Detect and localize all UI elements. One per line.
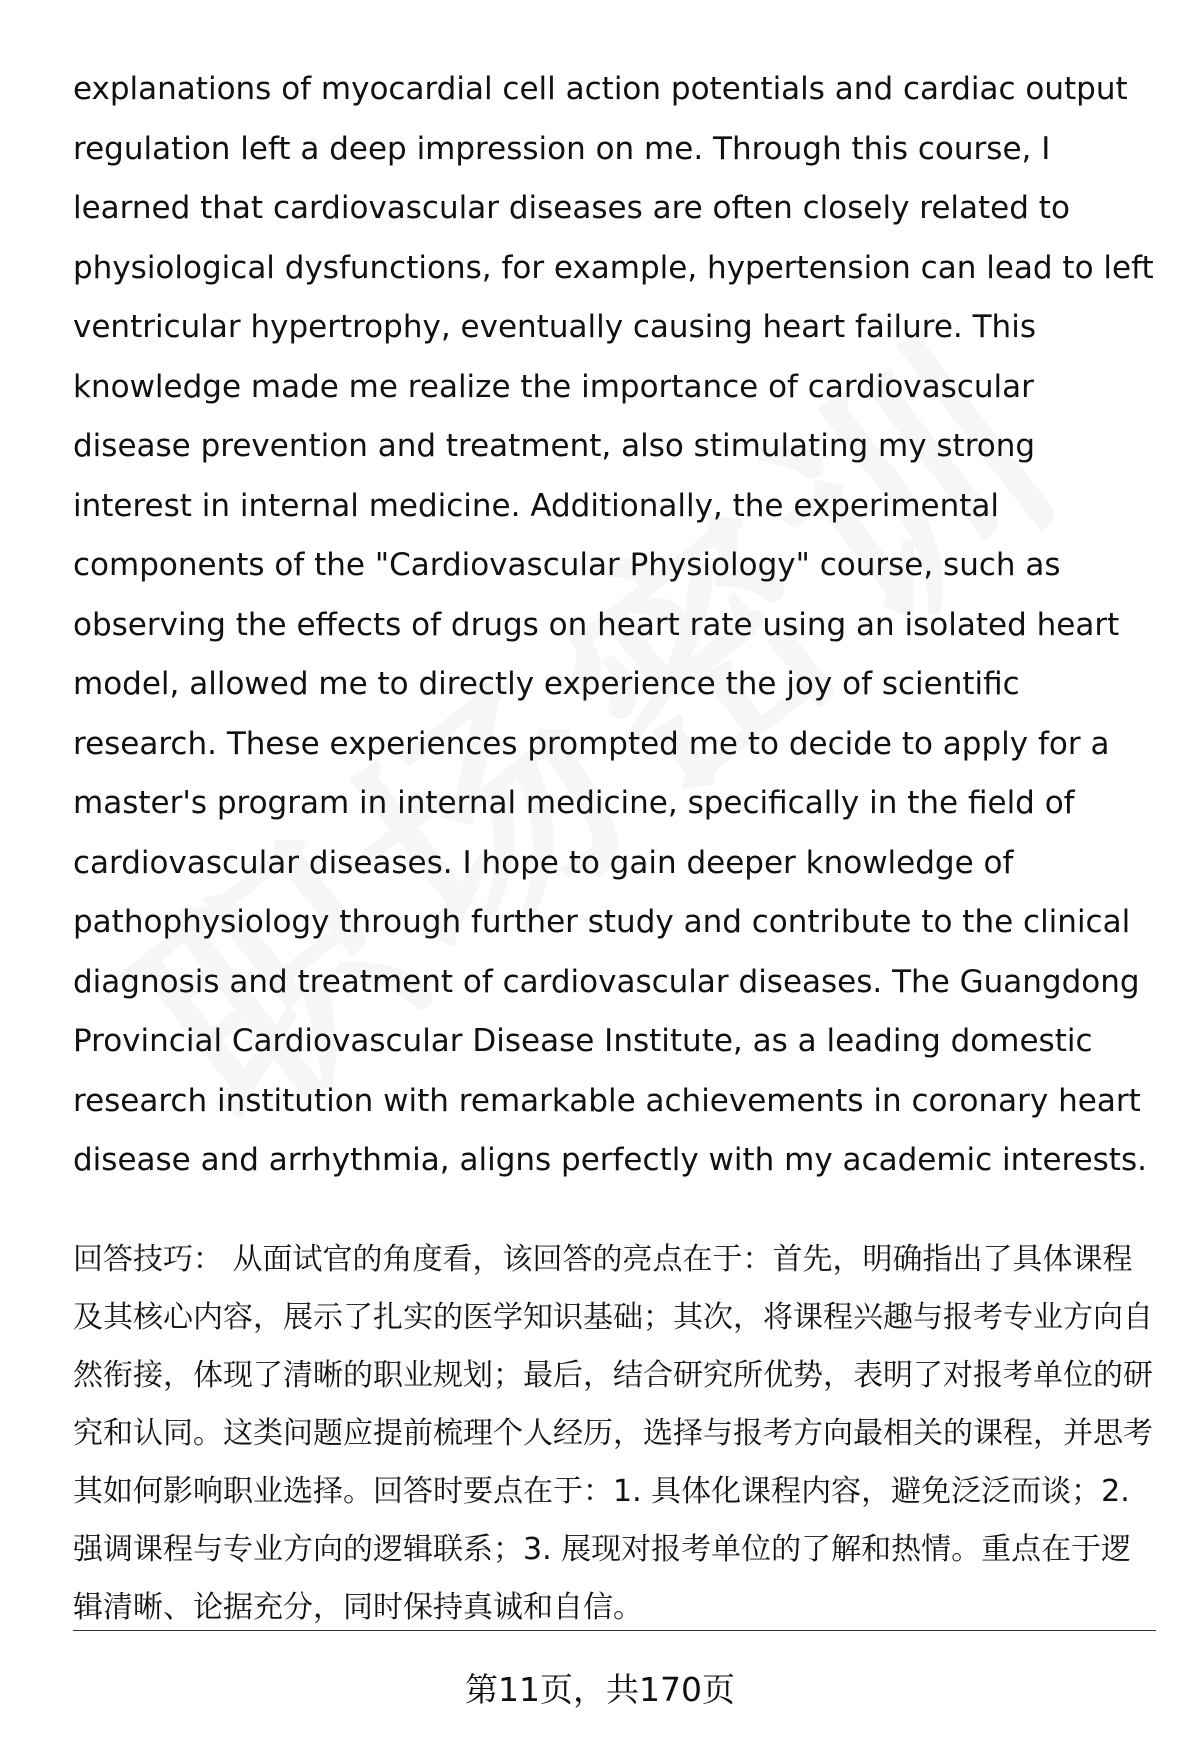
english-paragraph: explanations of myocardial cell action potentials and cardiac output regulation left a deep impression on me. Through this course, I learned that cardiovascular diseases are often closely related to physiological dysfunctions, for example, hypertension can lead to left ventricular hypertrophy, eventually causing heart failure. This knowledge made me realize the importance of cardiovascular disease prevention and treatment, also stimulating my strong interest in internal medicine. Additionally, the experimental components of the "Cardiovascular Physiology" course, such as observing the effects of drugs on heart rate using an isolated heart model, allowed me to directly experience the joy of scientific research. These experiences prompted me to decide to apply for a master's program in internal medicine, specifically in the field of cardiovascular diseases. I hope to gain deeper knowledge of pathophysiology through further study and contribute to the clinical diagnosis and treatment of cardiovascular diseases. The Guangdong Provincial Cardiovascular Disease Institute, as a leading domestic research institution with remarkable achievements in coronary heart disease and arrhythmia, aligns perfectly with my academic interests. <box>73 71 1154 1178</box>
document-content <box>73 60 1158 1637</box>
page-number: 第11页，共170页 <box>465 1670 735 1709</box>
footer-divider <box>73 1630 1156 1631</box>
answer-tips-paragraph: 回答技巧： 从面试官的角度看，该回答的亮点在于：首先，明确指出了具体课程及其核心内容，展示了扎实的医学知识基础；其次，将课程兴趣与报考专业方向自然衔接，体现了清晰的职业规划；最后，结合研究所优势，表明了对报考单位的研究和认同。这类问题应提前梳理个人经历，选择与报考方向最相关的课程，并思考其如何影响职业选择。回答时要点在于：1. 具体化课程内容，避免泛泛而谈；2. 强调课程与专业方向的逻辑联系；3. 展现对报考单位的了解和热情。重点在于逻辑清晰、论据充分，同时保持真诚和自信。 <box>73 1241 1153 1625</box>
